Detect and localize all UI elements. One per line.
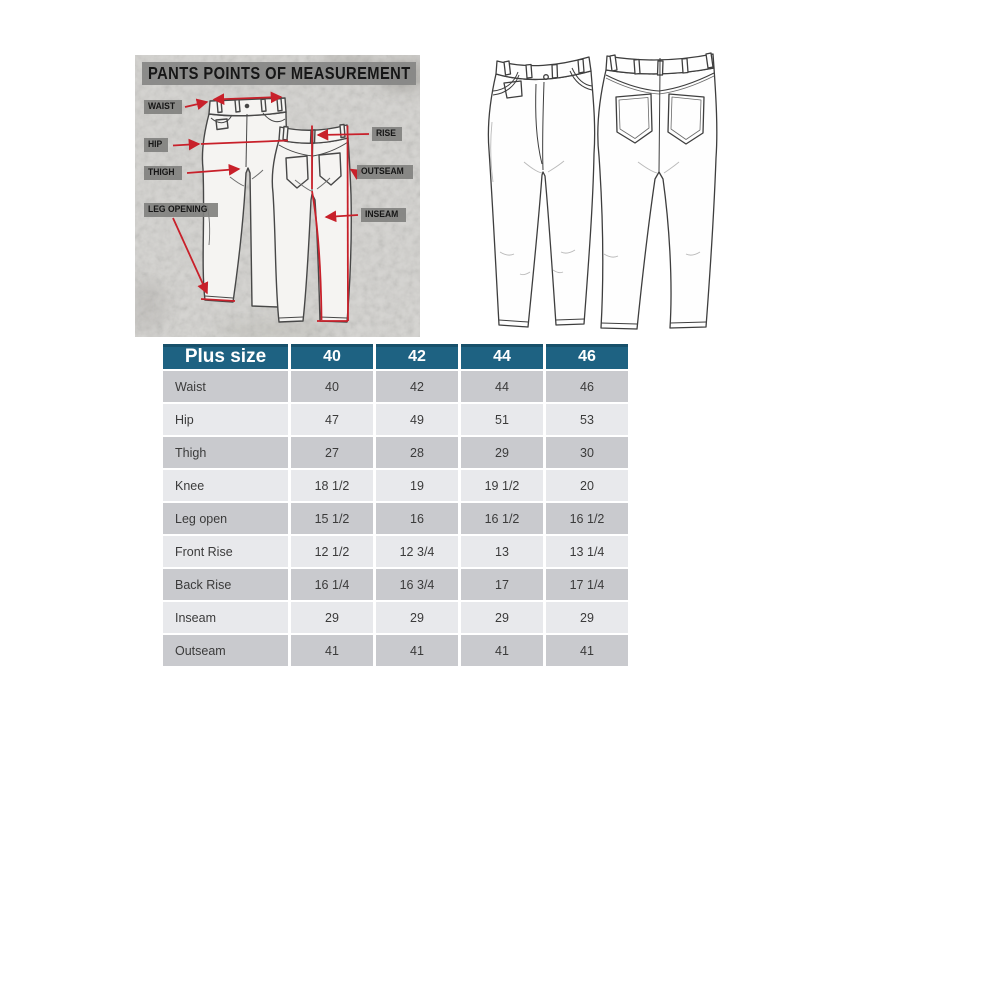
cell: 16 [376, 503, 458, 534]
cell: 46 [546, 371, 628, 402]
cell: 40 [291, 371, 373, 402]
header-size-40: 40 [291, 344, 373, 369]
cell: 29 [461, 437, 543, 468]
table-row-waist [163, 371, 628, 402]
label-waist: WAIST [144, 100, 182, 114]
cell: 49 [376, 404, 458, 435]
table-row-front-rise [163, 536, 628, 567]
header-plus-size: Plus size [163, 344, 288, 369]
header-size-44: 44 [461, 344, 543, 369]
pants-flat-sketches [480, 42, 725, 337]
row-label: Outseam [163, 635, 288, 666]
cell: 41 [376, 635, 458, 666]
pants-flats-art [480, 42, 725, 337]
cell: 29 [376, 602, 458, 633]
header-size-46: 46 [546, 344, 628, 369]
header-size-42: 42 [376, 344, 458, 369]
measurement-diagram [135, 55, 420, 337]
table-row-thigh [163, 437, 628, 468]
cell: 47 [291, 404, 373, 435]
table-row-hip [163, 404, 628, 435]
cell: 27 [291, 437, 373, 468]
cell: 29 [291, 602, 373, 633]
cell: 42 [376, 371, 458, 402]
cell: 30 [546, 437, 628, 468]
row-label: Knee [163, 470, 288, 501]
label-leg-opening: LEG OPENING [144, 203, 218, 217]
cell: 16 1/2 [461, 503, 543, 534]
label-rise: RISE [372, 127, 402, 141]
label-hip: HIP [144, 138, 168, 152]
cell: 19 1/2 [461, 470, 543, 501]
table-row-leg-open [163, 503, 628, 534]
table-row-inseam [163, 602, 628, 633]
cell: 41 [291, 635, 373, 666]
cell: 29 [461, 602, 543, 633]
cell: 13 [461, 536, 543, 567]
row-label: Leg open [163, 503, 288, 534]
cell: 16 3/4 [376, 569, 458, 600]
cell: 51 [461, 404, 543, 435]
table-row-back-rise [163, 569, 628, 600]
label-inseam: INSEAM [361, 208, 406, 222]
cell: 41 [461, 635, 543, 666]
cell: 12 1/2 [291, 536, 373, 567]
pants-back-flat-sketch [598, 53, 717, 329]
cell: 17 [461, 569, 543, 600]
cell: 20 [546, 470, 628, 501]
row-label: Back Rise [163, 569, 288, 600]
row-label: Hip [163, 404, 288, 435]
cell: 29 [546, 602, 628, 633]
cell: 13 1/4 [546, 536, 628, 567]
table-row-knee [163, 470, 628, 501]
pants-front-flat-sketch [488, 57, 594, 327]
size-chart-table [160, 342, 631, 668]
row-label: Front Rise [163, 536, 288, 567]
measurement-diagram-art [135, 55, 420, 337]
cell: 12 3/4 [376, 536, 458, 567]
cell: 44 [461, 371, 543, 402]
diagram-title: PANTS POINTS OF MEASUREMENT [142, 62, 416, 85]
table-row-outseam [163, 635, 628, 666]
row-label: Thigh [163, 437, 288, 468]
cell: 53 [546, 404, 628, 435]
cell: 41 [546, 635, 628, 666]
label-outseam: OUTSEAM [357, 165, 413, 179]
cell: 18 1/2 [291, 470, 373, 501]
cell: 19 [376, 470, 458, 501]
row-label: Inseam [163, 602, 288, 633]
cell: 17 1/4 [546, 569, 628, 600]
cell: 15 1/2 [291, 503, 373, 534]
row-label: Waist [163, 371, 288, 402]
cell: 28 [376, 437, 458, 468]
cell: 16 1/4 [291, 569, 373, 600]
table-header-row [163, 344, 628, 369]
label-thigh: THIGH [144, 166, 182, 180]
cell: 16 1/2 [546, 503, 628, 534]
